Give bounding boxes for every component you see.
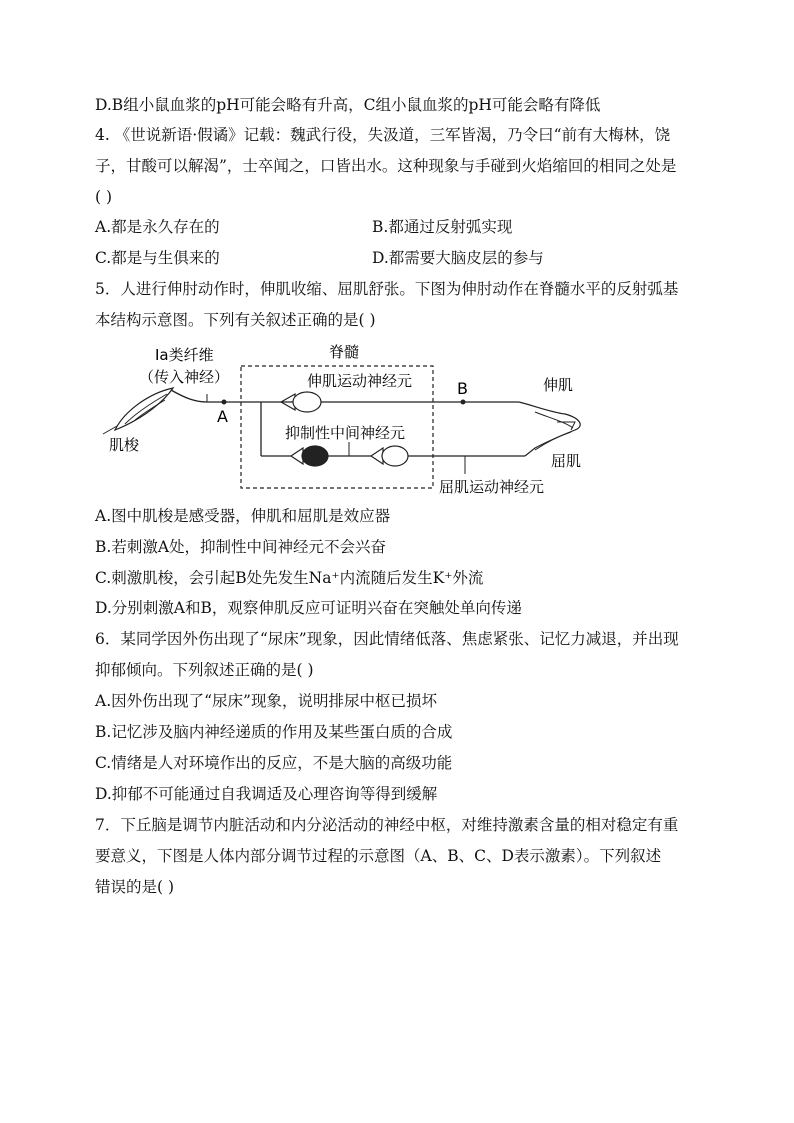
- q6-option-d: D.抑郁不可能通过自我调适及心理咨询等得到缓解: [95, 785, 438, 803]
- flexor-neuron-label: 屈肌运动神经元: [439, 478, 545, 496]
- q4-stem-line-3: ( ): [95, 188, 113, 206]
- q6-stem-line-1: 6．某同学因外伤出现了“尿床”现象，因此情绪低落、焦虑紧张、记忆力减退，并出现: [95, 630, 679, 648]
- point-b-label: B: [457, 379, 468, 398]
- spindle-label: 肌梭: [109, 436, 140, 454]
- q5-option-b: B.若刺激A处，抑制性中间神经元不会兴奋: [95, 538, 387, 556]
- fiber-sublabel: （传入神经）: [139, 368, 230, 386]
- flexor-neuron-body: [382, 446, 408, 466]
- q4-option-a: A.都是永久存在的: [95, 218, 220, 236]
- q5-stem-line-1: 5．人进行伸肘动作时，伸肌收缩、屈肌舒张。下图为伸肘动作在脊髓水平的反射弧基: [95, 280, 679, 298]
- q6-stem-line-2: 抑郁倾向。下列叙述正确的是( ): [95, 661, 314, 679]
- q7-stem-line-2: 要意义，下图是人体内部分调节过程的示意图（A、B、C、D表示激素）。下列叙述: [95, 847, 662, 865]
- q4-option-d: D.都需要大脑皮层的参与: [372, 249, 544, 267]
- inhibitory-neuron-label: 抑制性中间神经元: [285, 424, 406, 442]
- arm-detail: [557, 422, 575, 430]
- interneuron-synapse: [291, 448, 303, 464]
- flexor-label: 屈肌: [551, 452, 582, 470]
- q5-option-d: D.分别刺激A和B，观察伸肌反应可证明兴奋在突触处单向传递: [95, 599, 522, 617]
- point-a-dot: [222, 400, 227, 405]
- extensor-neuron-label: 伸肌运动神经元: [307, 372, 413, 390]
- extensor-label: 伸肌: [543, 376, 574, 394]
- inhibitory-interneuron-body: [302, 446, 328, 466]
- fiber-label: Ia类纤维: [155, 346, 214, 364]
- q5-option-c: C.刺激肌梭，会引起B处先发生Na⁺内流随后发生K⁺外流: [95, 569, 484, 587]
- q5-option-a: A.图中肌梭是感受器，伸肌和屈肌是效应器: [95, 507, 391, 525]
- q4-stem-line-2: 子，甘酸可以解渴”，士卒闻之，口皆出水。这种现象与手碰到火焰缩回的相同之处是: [95, 157, 677, 175]
- q4-option-c: C.都是与生俱来的: [95, 249, 220, 267]
- flexor-synapse: [371, 448, 383, 464]
- point-b-dot: [461, 400, 466, 405]
- extensor-neuron-body: [293, 392, 321, 412]
- afferent-nerve: [171, 390, 295, 402]
- spinal-cord-label: 脊髓: [329, 343, 360, 361]
- q6-option-c: C.情绪是人对环境作出的反应，不是大脑的高级功能: [95, 754, 453, 772]
- q6-option-a: A.因外伤出现了“尿床”现象，说明排尿中枢已损坏: [95, 692, 437, 710]
- q4-option-b: B.都通过反射弧实现: [372, 218, 513, 236]
- q3-option-d: D.B组小鼠血浆的pH可能会略有升高，C组小鼠血浆的pH可能会略有降低: [95, 96, 601, 114]
- point-a-label: A: [217, 407, 228, 426]
- flexor-muscle: [535, 432, 571, 450]
- q7-stem-line-1: 7．下丘脑是调节内脏活动和内分泌活动的神经中枢，对维持激素含量的相对稳定有重: [95, 816, 679, 834]
- q4-stem-line-1: 4. 《世说新语·假谲》记载：魏武行役，失汲道，三军皆渴，乃令曰“前有大梅林，饶: [95, 126, 671, 144]
- q7-stem-line-3: 错误的是( ): [95, 878, 175, 896]
- q5-stem-line-2: 本结构示意图。下列有关叙述正确的是( ): [95, 311, 376, 329]
- reflex-arc-diagram: [95, 338, 695, 498]
- q6-option-b: B.记忆涉及脑内神经递质的作用及某些蛋白质的合成: [95, 723, 453, 741]
